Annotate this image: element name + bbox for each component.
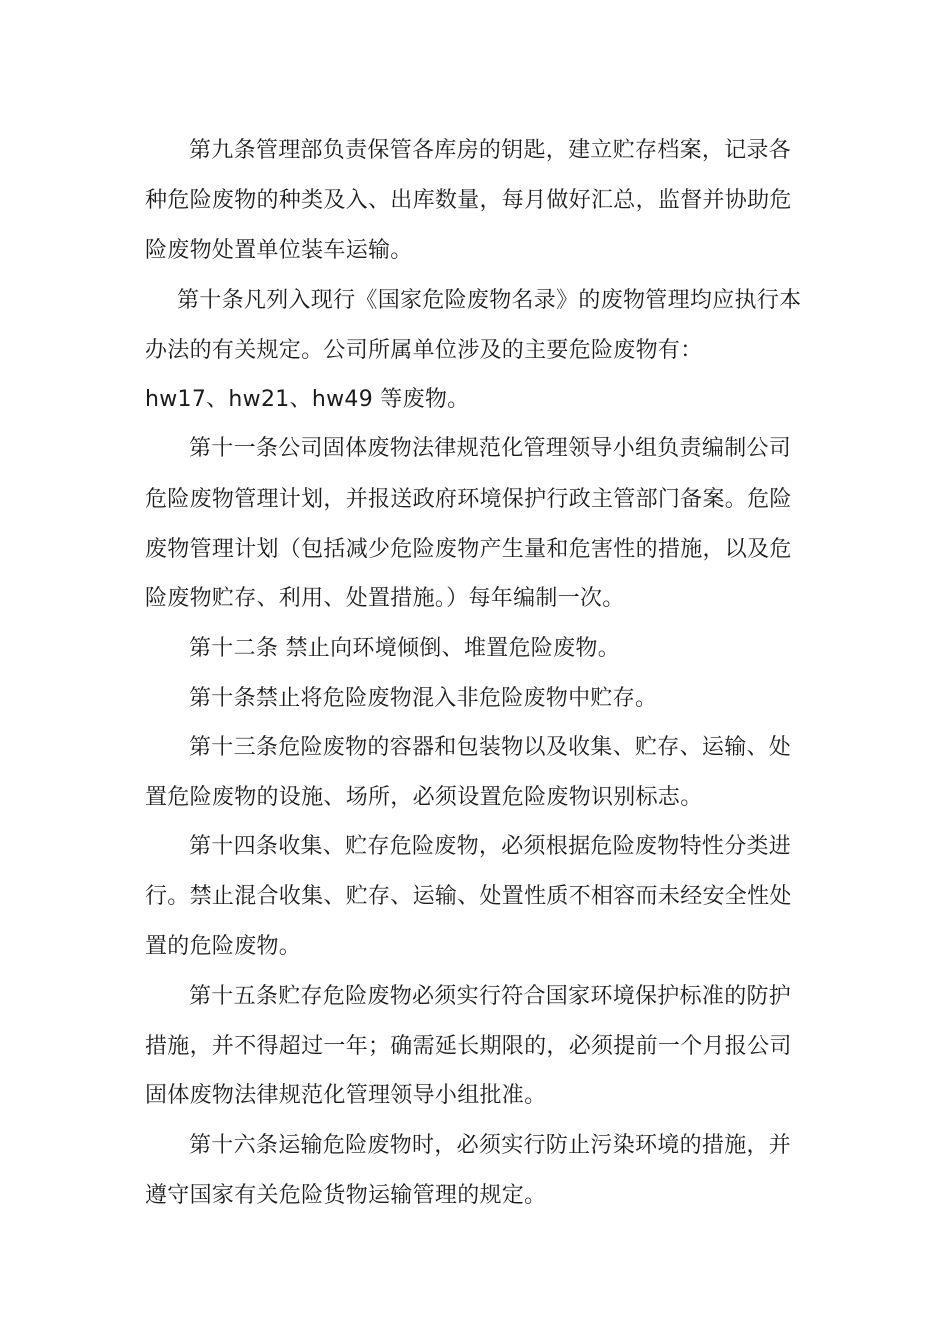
article-13-line-1: 第十三条危险废物的容器和包装物以及收集、贮存、运输、处 [189,735,792,760]
article-11-line-1: 第十一条公司固体废物法律规范化管理领导小组负责编制公司 [189,436,792,461]
article-11-line-3: 废物管理计划（包括减少危险废物产生量和危害性的措施，以及危 [145,537,792,562]
article-11-line-4: 险废物贮存、利用、处置措施。）每年编制一次。 [145,586,625,611]
article-9-line-3: 险废物处置单位装车运输。 [145,238,413,263]
article-14-line-1: 第十四条收集、贮存危险废物，必须根据危险废物特性分类进 [189,834,792,859]
article-13-line-2: 置危险废物的设施、场所，必须设置危险废物识别标志。 [145,785,703,810]
article-15-line-2: 措施，并不得超过一年；确需延长期限的，必须提前一个月报公司 [145,1034,792,1059]
article-12-line-1: 第十二条 禁止向环境倾倒、堆置危险废物。 [189,636,620,661]
article-16-line-1: 第十六条运输危险废物时，必须实行防止污染环境的措施，并 [189,1133,792,1158]
article-10b-line-1: 第十条禁止将危险废物混入非危险废物中贮存。 [189,686,658,711]
article-11-line-2: 危险废物管理计划，并报送政府环境保护行政主管部门备案。危险 [145,487,792,512]
article-16-line-2: 遵守国家有关危险货物运输管理的规定。 [145,1183,547,1208]
article-14-line-2: 行。禁止混合收集、贮存、运输、处置性质不相容而未经安全性处 [145,884,792,909]
article-15-line-1: 第十五条贮存危险废物必须实行符合国家环境保护标准的防护 [189,984,792,1009]
article-9-line-2: 种危险废物的种类及入、出库数量，每月做好汇总，监督并协助危 [145,188,792,213]
article-10-line-1: 第十条凡列入现行《国家危险废物名录》的废物管理均应执行本 [177,288,802,313]
article-10-line-2: 办法的有关规定。公司所属单位涉及的主要危险废物有： [145,338,703,363]
article-10-line-3: hw17、hw21、hw49 等废物。 [145,387,470,412]
article-14-line-3: 置的危险废物。 [145,934,302,959]
article-15-line-3: 固体废物法律规范化管理领导小组批准。 [145,1083,547,1108]
article-9-line-1: 第九条管理部负责保管各库房的钥匙，建立贮存档案，记录各 [189,138,792,163]
